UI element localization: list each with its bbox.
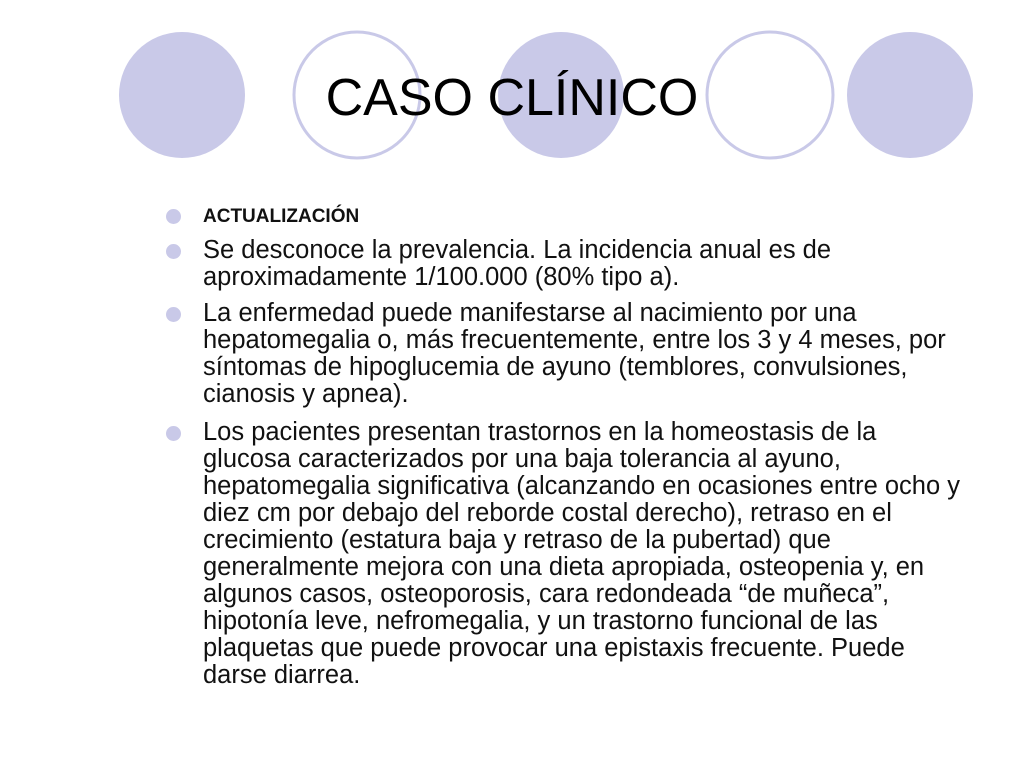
bullet-dot-icon [166,426,181,441]
bullet-text: Se desconoce la prevalencia. La incidencia anual es de aproximadamente 1/100.000 (80% tipo a). [203,236,832,291]
bullet-dot-icon [166,209,181,224]
slide-title-text: CASO CLÍNICO [325,69,699,127]
bullet-dot-icon [166,307,181,322]
bullet-text: ACTUALIZACIÓN [203,206,360,227]
slide-title [0,62,1024,134]
bullet-text: Los pacientes presentan trastornos en la homeostasis de la glucosa caracterizados por una baja tolerancia al ayuno, hepatomegalia significativa (alcanzando en ocasiones entre ocho y diez cm por debajo del reborde costal derecho), retraso en el crecimiento (estatura baja y retraso de la pubertad) que generalmente mejora con una dieta apropiada, osteopenia y, en algunos casos, osteoporosis, cara redondeada “de muñeca”, hipotonía leve, nefromegalia, y un trastorno funcional de las plaquetas que puede provocar una epistaxis frecuente. Puede darse diarrea. [203,418,960,689]
bullet-item-2 [166,237,966,291]
bullet-dot-icon [166,244,181,259]
bullet-item-4 [166,419,966,689]
bullet-item-3 [166,300,966,408]
bullet-text: La enfermedad puede manifestarse al nacimiento por una hepatomegalia o, más frecuentemente, entre los 3 y 4 meses, por síntomas de hipoglucemia de ayuno (temblores, convulsiones, cianosis y apnea). [203,299,946,408]
bullet-item-1 [166,203,966,231]
bullet-list [166,203,966,689]
